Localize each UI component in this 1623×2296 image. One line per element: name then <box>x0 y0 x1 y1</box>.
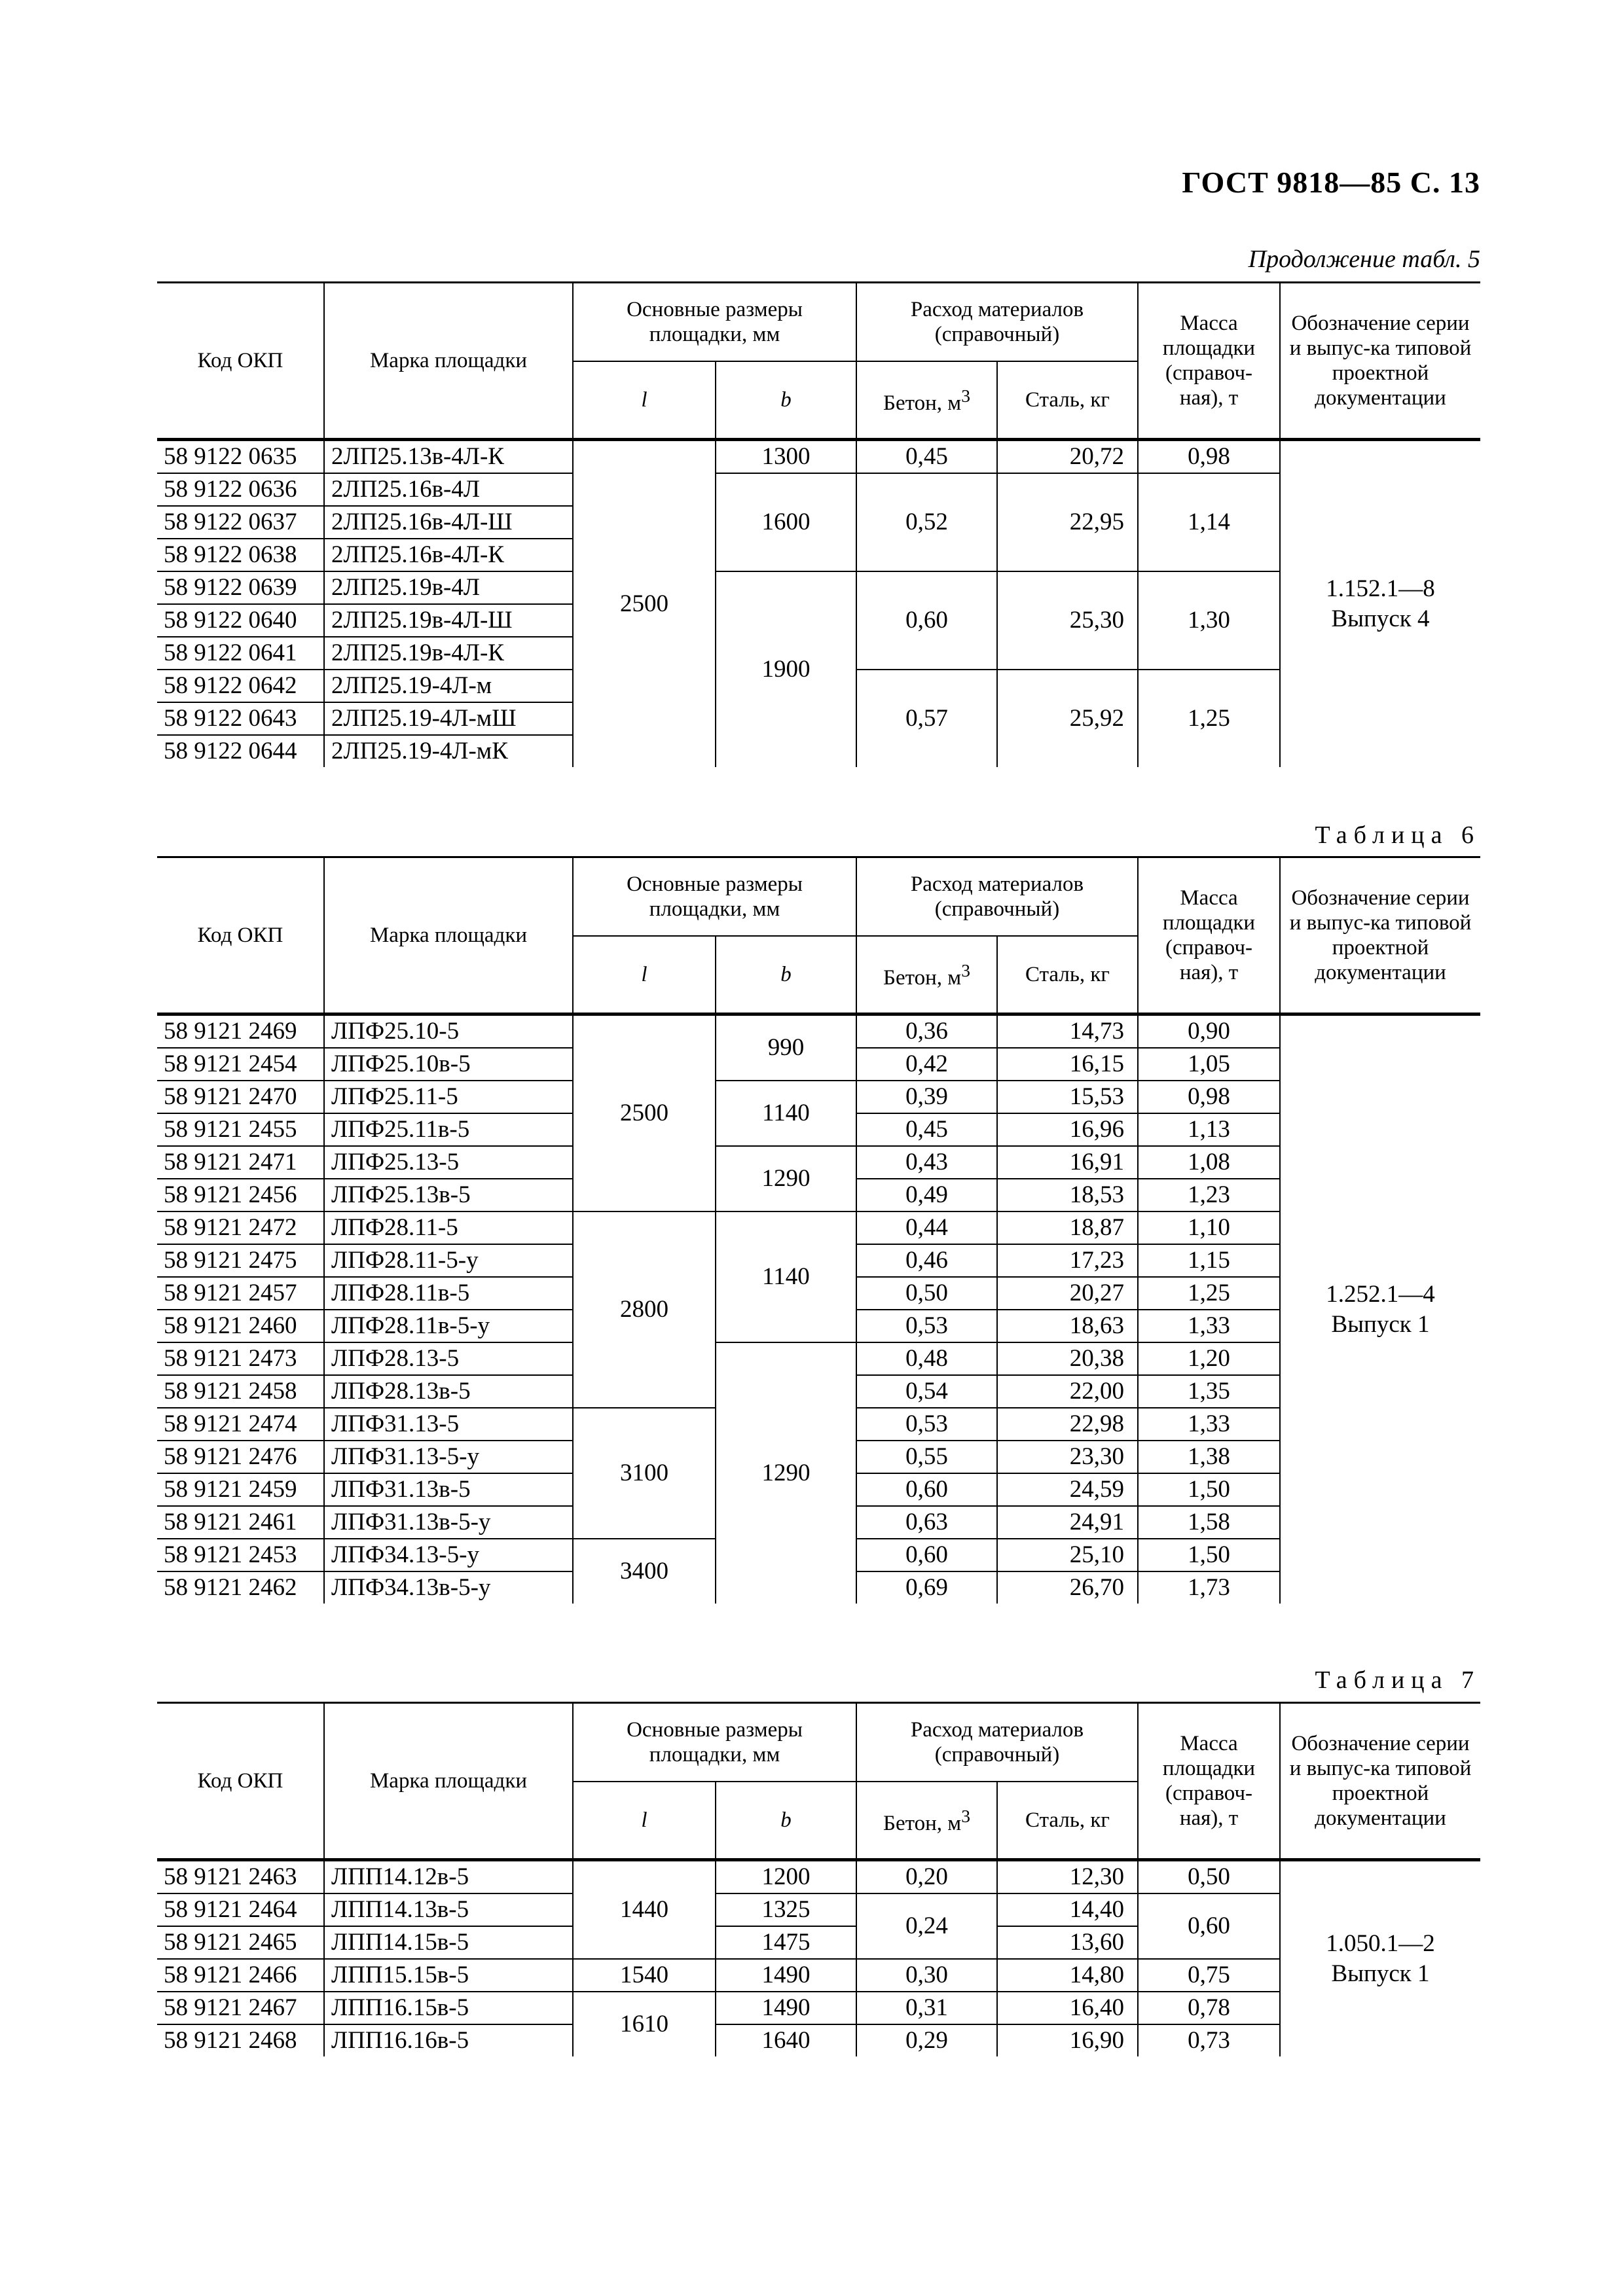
concrete-value: 0,53 <box>856 1310 997 1342</box>
dim-l: 2800 <box>573 1211 716 1408</box>
okp-code: 58 9121 2461 <box>157 1506 324 1539</box>
steel-value: 22,00 <box>997 1375 1138 1408</box>
platform-mark: ЛПФ25.13-5 <box>324 1146 573 1179</box>
header-steel: Сталь, кг <box>997 361 1138 440</box>
concrete-value: 0,46 <box>856 1244 997 1277</box>
dim-l: 1610 <box>573 1992 716 2056</box>
concrete-value: 0,55 <box>856 1441 997 1473</box>
okp-code: 58 9121 2458 <box>157 1375 324 1408</box>
header-code: Код ОКП <box>197 349 283 372</box>
concrete-value: 0,53 <box>856 1408 997 1441</box>
okp-code: 58 9121 2463 <box>157 1860 324 1894</box>
platform-mark: ЛПП16.16в-5 <box>324 2024 573 2056</box>
platform-mark: 2ЛП25.13в-4Л-К <box>324 440 573 474</box>
dim-b: 1475 <box>716 1926 856 1959</box>
concrete-value: 0,60 <box>856 1539 997 1571</box>
okp-code: 58 9121 2468 <box>164 2027 297 2054</box>
okp-code: 58 9121 2466 <box>157 1959 324 1992</box>
steel-value: 25,92 <box>997 670 1138 767</box>
platform-mark: ЛПФ25.10-5 <box>324 1014 573 1049</box>
platform-mark: 2ЛП25.19в-4Л-Ш <box>324 604 573 637</box>
series-designation: 1.050.1—2 Выпуск 1 <box>1280 1860 1480 2057</box>
okp-code: 58 9121 2457 <box>157 1277 324 1310</box>
steel-value: 15,53 <box>997 1081 1138 1113</box>
dim-b: 1490 <box>716 1992 856 2024</box>
okp-code: 58 9122 0636 <box>157 473 324 506</box>
concrete-value: 0,69 <box>856 1571 997 1604</box>
concrete-value: 0,30 <box>856 1959 997 1992</box>
platform-mark: 2ЛП25.19в-4Л-К <box>324 637 573 670</box>
header-dims: Основные размеры площадки, мм <box>573 283 856 361</box>
platform-mark: ЛПФ34.13-5-у <box>324 1539 573 1571</box>
concrete-value: 0,48 <box>856 1342 997 1375</box>
header-concrete: Бетон, $м^3$ <box>856 1782 997 1860</box>
steel-value: 22,98 <box>997 1408 1138 1441</box>
steel-value: 20,72 <box>997 440 1138 474</box>
page-header: ГОСТ 9818—85 С. 13 <box>1182 166 1480 199</box>
table5-caption: Продолжение табл. 5 <box>1248 245 1480 273</box>
okp-code: 58 9121 2474 <box>157 1408 324 1441</box>
okp-code: 58 9121 2464 <box>157 1893 324 1926</box>
okp-code: 58 9122 0641 <box>157 637 324 670</box>
table7-caption: Таблица 7 <box>1315 1666 1480 1694</box>
concrete-value: 0,36 <box>856 1014 997 1049</box>
platform-mark: ЛПП14.15в-5 <box>324 1926 573 1959</box>
steel-value: 23,30 <box>997 1441 1138 1473</box>
dim-b: 1325 <box>716 1893 856 1926</box>
steel-value: 24,59 <box>997 1473 1138 1506</box>
okp-code: 58 9121 2469 <box>157 1014 324 1049</box>
platform-mark: ЛПФ28.11-5-у <box>324 1244 573 1277</box>
platform-mark: ЛПФ28.11в-5-у <box>324 1310 573 1342</box>
steel-value: 25,10 <box>997 1539 1138 1571</box>
concrete-value: 0,57 <box>856 670 997 767</box>
mass-value: 0,78 <box>1138 1992 1280 2024</box>
header-l: l <box>641 1808 647 1832</box>
concrete-value: 0,29 <box>856 2024 997 2056</box>
mass-value: 1,38 <box>1138 1441 1280 1473</box>
concrete-value: 0,20 <box>856 1860 997 1894</box>
okp-code: 58 9121 2476 <box>157 1441 324 1473</box>
steel-value: 18,87 <box>997 1211 1138 1244</box>
mass-value: 1,50 <box>1138 1539 1280 1571</box>
header-code: Код ОКП <box>197 1769 283 1793</box>
mass-value: 1,05 <box>1138 1048 1280 1081</box>
header-mass: Масса площадки (справоч-ная), т <box>1138 857 1280 1014</box>
platform-mark: ЛПФ31.13в-5-у <box>324 1506 573 1539</box>
steel-value: 16,15 <box>997 1048 1138 1081</box>
header-mark: Марка площадки <box>324 1703 573 1860</box>
steel-value: 18,63 <box>997 1310 1138 1342</box>
header-series: Обозначение серии и выпус-ка типовой проектной документации <box>1280 283 1480 440</box>
concrete-value: 0,39 <box>856 1081 997 1113</box>
header-mark: Марка площадки <box>324 857 573 1014</box>
steel-value: 14,40 <box>997 1893 1138 1926</box>
table6-caption: Таблица 6 <box>1315 821 1480 849</box>
okp-code: 58 9122 0640 <box>157 604 324 637</box>
mass-value: 1,13 <box>1138 1113 1280 1146</box>
steel-value: 14,80 <box>997 1959 1138 1992</box>
header-concrete: Бетон, $м^3$ <box>856 361 997 440</box>
dim-b: 1490 <box>716 1959 856 1992</box>
okp-code: 58 9122 0638 <box>157 539 324 571</box>
dim-b: 990 <box>716 1014 856 1081</box>
header-steel: Сталь, кг <box>997 936 1138 1014</box>
mass-value: 1,20 <box>1138 1342 1280 1375</box>
okp-code: 58 9121 2462 <box>164 1574 297 1601</box>
okp-code: 58 9122 0644 <box>164 738 297 764</box>
header-dims: Основные размеры площадки, мм <box>573 857 856 936</box>
dim-l: 1540 <box>573 1959 716 1992</box>
platform-mark: 2ЛП25.19-4Л-мШ <box>324 702 573 735</box>
steel-value: 25,30 <box>997 571 1138 670</box>
concrete-value: 0,49 <box>856 1179 997 1211</box>
mass-value: 1,14 <box>1138 473 1280 571</box>
platform-mark: ЛПП16.15в-5 <box>324 1992 573 2024</box>
steel-value: 16,96 <box>997 1113 1138 1146</box>
mass-value: 1,10 <box>1138 1211 1280 1244</box>
concrete-value: 0,45 <box>856 440 997 474</box>
platform-mark: ЛПФ31.13в-5 <box>324 1473 573 1506</box>
mass-value: 1,58 <box>1138 1506 1280 1539</box>
concrete-value: 0,45 <box>856 1113 997 1146</box>
dim-b: 1140 <box>716 1081 856 1146</box>
header-concrete: Бетон, $м^3$ <box>856 936 997 1014</box>
mass-value: 0,98 <box>1138 1081 1280 1113</box>
okp-code: 58 9121 2460 <box>157 1310 324 1342</box>
header-l: l <box>641 387 647 412</box>
platform-mark: ЛПФ28.11-5 <box>324 1211 573 1244</box>
steel-value: 18,53 <box>997 1179 1138 1211</box>
steel-value: 16,40 <box>997 1992 1138 2024</box>
concrete-value: 0,42 <box>856 1048 997 1081</box>
steel-value: 17,23 <box>997 1244 1138 1277</box>
mass-value: 1,08 <box>1138 1146 1280 1179</box>
platform-mark: ЛПП14.13в-5 <box>324 1893 573 1926</box>
header-l: l <box>641 962 647 986</box>
platform-mark: 2ЛП25.19-4Л-м <box>324 670 573 702</box>
okp-code: 58 9121 2471 <box>157 1146 324 1179</box>
concrete-value: 0,52 <box>856 473 997 571</box>
dim-b: 1300 <box>716 440 856 474</box>
platform-mark: ЛПП14.12в-5 <box>324 1860 573 1894</box>
okp-code: 58 9122 0637 <box>157 506 324 539</box>
dim-b: 1290 <box>716 1342 856 1604</box>
concrete-value: 0,43 <box>856 1146 997 1179</box>
steel-value: 24,91 <box>997 1506 1138 1539</box>
table-6 <box>157 856 1480 1604</box>
header-materials: Расход материалов (справочный) <box>856 283 1138 361</box>
platform-mark: 2ЛП25.16в-4Л-Ш <box>324 506 573 539</box>
concrete-value: 0,44 <box>856 1211 997 1244</box>
mass-value: 0,98 <box>1138 440 1280 474</box>
platform-mark: ЛПФ31.13-5-у <box>324 1441 573 1473</box>
platform-mark: ЛПФ25.13в-5 <box>324 1179 573 1211</box>
platform-mark: ЛПФ34.13в-5-у <box>324 1571 573 1604</box>
header-materials: Расход материалов (справочный) <box>856 1703 1138 1782</box>
steel-value: 13,60 <box>997 1926 1138 1959</box>
okp-code: 58 9121 2454 <box>157 1048 324 1081</box>
table-7 <box>157 1702 1480 2056</box>
concrete-value: 0,63 <box>856 1506 997 1539</box>
dim-l: 3400 <box>573 1539 716 1604</box>
header-materials: Расход материалов (справочный) <box>856 857 1138 936</box>
concrete-value: 0,60 <box>856 571 997 670</box>
table-5 <box>157 281 1480 767</box>
platform-mark: ЛПФ31.13-5 <box>324 1408 573 1441</box>
dim-b: 1640 <box>716 2024 856 2056</box>
platform-mark: ЛПФ28.13-5 <box>324 1342 573 1375</box>
okp-code: 58 9121 2472 <box>157 1211 324 1244</box>
mass-value: 1,33 <box>1138 1408 1280 1441</box>
steel-value: 22,95 <box>997 473 1138 571</box>
dim-b: 1900 <box>716 571 856 767</box>
series-designation: 1.252.1—4 Выпуск 1 <box>1280 1014 1480 1604</box>
mass-value: 1,15 <box>1138 1244 1280 1277</box>
okp-code: 58 9121 2465 <box>157 1926 324 1959</box>
mass-value: 0,50 <box>1138 1860 1280 1894</box>
header-series: Обозначение серии и выпус-ка типовой проектной документации <box>1280 1703 1480 1860</box>
dim-b: 1600 <box>716 473 856 571</box>
dim-l: 2500 <box>573 1014 716 1212</box>
dim-b: 1200 <box>716 1860 856 1894</box>
header-mass: Масса площадки (справоч-ная), т <box>1138 1703 1280 1860</box>
mass-value: 0,75 <box>1138 1959 1280 1992</box>
mass-value: 1,73 <box>1138 1571 1280 1604</box>
header-b: b <box>780 1808 792 1832</box>
okp-code: 58 9121 2470 <box>157 1081 324 1113</box>
header-b: b <box>780 387 792 412</box>
dim-l: 2500 <box>573 440 716 768</box>
header-b: b <box>780 962 792 986</box>
dim-l: 3100 <box>573 1408 716 1539</box>
platform-mark: ЛПФ28.11в-5 <box>324 1277 573 1310</box>
okp-code: 58 9121 2455 <box>157 1113 324 1146</box>
platform-mark: ЛПФ28.13в-5 <box>324 1375 573 1408</box>
dim-b: 1290 <box>716 1146 856 1211</box>
okp-code: 58 9121 2453 <box>157 1539 324 1571</box>
concrete-value: 0,60 <box>856 1473 997 1506</box>
mass-value: 0,60 <box>1138 1893 1280 1959</box>
mass-value: 1,35 <box>1138 1375 1280 1408</box>
platform-mark: ЛПФ25.11-5 <box>324 1081 573 1113</box>
mass-value: 1,25 <box>1138 1277 1280 1310</box>
okp-code: 58 9122 0639 <box>157 571 324 604</box>
header-dims: Основные размеры площадки, мм <box>573 1703 856 1782</box>
platform-mark: 2ЛП25.16в-4Л <box>324 473 573 506</box>
platform-mark: 2ЛП25.19-4Л-мК <box>324 735 573 767</box>
okp-code: 58 9121 2467 <box>157 1992 324 2024</box>
dim-b: 1140 <box>716 1211 856 1342</box>
platform-mark: ЛПФ25.10в-5 <box>324 1048 573 1081</box>
mass-value: 1,30 <box>1138 571 1280 670</box>
mass-value: 1,25 <box>1138 670 1280 767</box>
platform-mark: ЛПФ25.11в-5 <box>324 1113 573 1146</box>
concrete-value: 0,50 <box>856 1277 997 1310</box>
series-designation: 1.152.1—8 Выпуск 4 <box>1280 440 1480 768</box>
mass-value: 0,90 <box>1138 1014 1280 1049</box>
header-mass: Масса площадки (справоч-ная), т <box>1138 283 1280 440</box>
steel-value: 14,73 <box>997 1014 1138 1049</box>
concrete-value: 0,54 <box>856 1375 997 1408</box>
platform-mark: ЛПП15.15в-5 <box>324 1959 573 1992</box>
okp-code: 58 9121 2459 <box>157 1473 324 1506</box>
mass-value: 0,73 <box>1138 2024 1280 2056</box>
mass-value: 1,33 <box>1138 1310 1280 1342</box>
header-steel: Сталь, кг <box>997 1782 1138 1860</box>
okp-code: 58 9121 2456 <box>157 1179 324 1211</box>
okp-code: 58 9122 0642 <box>157 670 324 702</box>
mass-value: 1,23 <box>1138 1179 1280 1211</box>
steel-value: 16,90 <box>997 2024 1138 2056</box>
steel-value: 20,27 <box>997 1277 1138 1310</box>
header-mark: Марка площадки <box>324 283 573 440</box>
header-code: Код ОКП <box>197 924 283 947</box>
concrete-value: 0,31 <box>856 1992 997 2024</box>
platform-mark: 2ЛП25.19в-4Л <box>324 571 573 604</box>
header-series: Обозначение серии и выпус-ка типовой проектной документации <box>1280 857 1480 1014</box>
dim-l: 1440 <box>573 1860 716 1960</box>
okp-code: 58 9122 0635 <box>157 440 324 474</box>
okp-code: 58 9121 2475 <box>157 1244 324 1277</box>
okp-code: 58 9121 2473 <box>157 1342 324 1375</box>
platform-mark: 2ЛП25.16в-4Л-К <box>324 539 573 571</box>
mass-value: 1,50 <box>1138 1473 1280 1506</box>
steel-value: 12,30 <box>997 1860 1138 1894</box>
steel-value: 16,91 <box>997 1146 1138 1179</box>
steel-value: 20,38 <box>997 1342 1138 1375</box>
steel-value: 26,70 <box>997 1571 1138 1604</box>
concrete-value: 0,24 <box>856 1893 997 1959</box>
okp-code: 58 9122 0643 <box>157 702 324 735</box>
